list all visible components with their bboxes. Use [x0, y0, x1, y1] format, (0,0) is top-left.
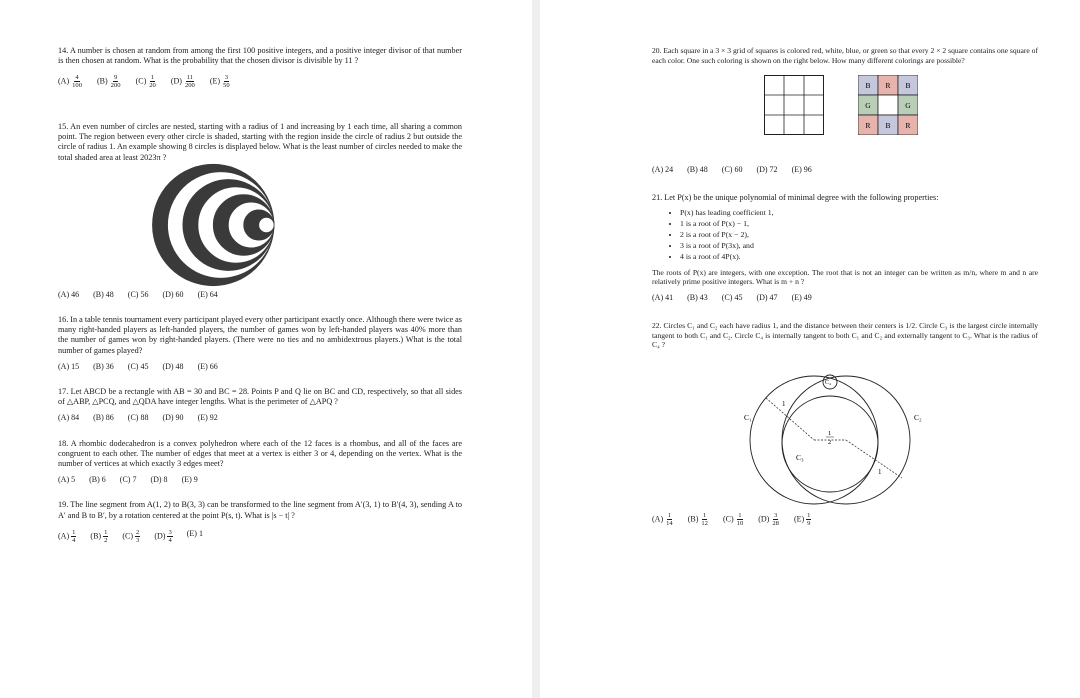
fraction: $\frac{1}{4}$	[72, 528, 76, 544]
choice: (B) 36	[93, 361, 114, 371]
problem-21-properties	[652, 207, 1038, 262]
choice: (E) 92	[197, 413, 218, 423]
fraction: $\frac{2}{3}$	[136, 528, 140, 544]
problem-19-text: 19. The line segment from A(1, 2) to B(3, 3) can be transformed to the line segment from A′(3, 1) to B′(4, 3), sending A to A′ and B to B′, by a rotation centered at the point P(s, t). What is |s − t| ?	[58, 500, 462, 520]
fraction: $\frac{1}{9}$	[807, 511, 811, 527]
choice: (A) 15	[58, 361, 80, 371]
fraction: $\frac{1}{14}$	[666, 511, 673, 527]
choice: (D) 72	[756, 165, 778, 175]
choice: (E) $\frac{1}{9}$	[793, 511, 811, 527]
choice: (A) 46	[58, 289, 80, 299]
grid-cell-letter: R	[905, 121, 911, 131]
choice: (B) 86	[93, 413, 114, 423]
problem-18	[58, 439, 462, 486]
choice: (E) 64	[197, 289, 218, 299]
choice: (E) 49	[791, 292, 812, 302]
problem-19	[58, 500, 462, 543]
problem-14-text: 14. A number is chosen at random from among the first 100 positive integers, and a positive integer divisor of that number is then chosen at random. What is the probability that the chosen divisor is divisible by 11 ?	[58, 46, 462, 66]
problem-16-text: 16. In a table tennis tournament every participant played every other participant exactly once. Although there were twice as many right-handed players as left-handed players, the number of games won by left-handed players was 40% more than the number of games won by right-handed players. (There were no ties and no ambidextrous players.) What is the total number of games played?	[58, 315, 462, 355]
label-c4: C₄	[825, 379, 832, 386]
choice: (E) $\frac{3}{50}$	[209, 74, 230, 90]
fraction: $\frac{1}{10}$	[736, 511, 744, 527]
choice: (B) 6	[89, 475, 106, 485]
grid-cell-letter: B	[905, 81, 911, 91]
choice: (C) 56	[127, 289, 149, 299]
choice: (C) $\frac{2}{3}$	[122, 528, 140, 544]
problem-22	[652, 321, 1038, 527]
label-half-num: 1	[828, 429, 832, 437]
choice: (B) $\frac{1}{2}$	[90, 528, 108, 544]
right-page	[540, 0, 1080, 698]
choice: (B) 43	[687, 292, 708, 302]
choice: (D) 60	[162, 289, 184, 299]
grid-figures	[652, 73, 1038, 151]
choice: (A) 84	[58, 413, 80, 423]
choice: (A) $\frac{4}{100}$	[58, 74, 82, 90]
fraction: $\frac{3}{50}$	[223, 74, 230, 90]
nested-circle-1	[259, 217, 274, 232]
label-half-den: 2	[828, 438, 832, 446]
list-item: • 2 is a root of P(x − 2),	[680, 229, 1038, 240]
problem-20	[652, 46, 1038, 175]
grid-cell-letter: R	[865, 121, 871, 131]
circles-figure	[652, 356, 1038, 506]
problem-16	[58, 315, 462, 372]
fraction: $\frac{3}{4}$	[168, 528, 172, 544]
choice: (E) 1	[186, 528, 203, 538]
choice: (D) $\frac{3}{4}$	[154, 528, 172, 544]
grid-cell-letter: R	[885, 81, 891, 91]
choice: (D) $\frac{11}{200}$	[170, 74, 195, 90]
choice: (C) $\frac{1}{20}$	[135, 74, 156, 90]
radius-line-2	[846, 440, 902, 478]
choice: (C) $\frac{1}{10}$	[722, 511, 744, 527]
problem-22-choices	[652, 512, 1038, 527]
choice: (B) $\frac{1}{12}$	[687, 511, 708, 527]
problem-14-choices	[58, 74, 462, 89]
problem-15-choices	[58, 290, 462, 300]
choice: (B) 48	[93, 289, 114, 299]
choice: (D) 48	[162, 361, 184, 371]
choice: (C) 7	[119, 475, 137, 485]
choice: (A) $\frac{1}{4}$	[58, 528, 76, 544]
left-page	[0, 0, 532, 698]
problem-18-choices	[58, 475, 462, 485]
fraction: $\frac{11}{200}$	[184, 74, 195, 90]
choice: (E) 96	[791, 165, 812, 175]
choice: (D) 8	[150, 475, 168, 485]
problem-21-outro: The roots of P(x) are integers, with one exception. The root that is not an integer can be written as m/n, where m and n are relatively prime positive integers. What is m + n ?	[652, 267, 1038, 287]
problem-20-choices	[652, 165, 1038, 175]
choice: (A) $\frac{1}{14}$	[652, 511, 673, 527]
grid-cell-letter: B	[865, 81, 871, 91]
nested-circles-figure	[58, 163, 462, 288]
problem-21-choices	[652, 293, 1038, 303]
fraction: $\frac{4}{100}$	[72, 74, 82, 90]
choice: (A) 41	[652, 292, 674, 302]
grid-cell	[878, 95, 898, 115]
fraction: $\frac{3}{28}$	[772, 511, 779, 527]
label-c3: C₃	[796, 452, 804, 462]
choice: (D) 47	[756, 292, 778, 302]
choice: (C) 45	[721, 292, 743, 302]
choice: (A) 5	[58, 475, 76, 485]
empty-grid	[764, 75, 824, 135]
fraction: $\frac{1}{2}$	[104, 528, 108, 544]
choice: (D) 90	[162, 413, 184, 423]
choice: (E) 9	[181, 475, 198, 485]
choice: (B) $\frac{9}{200}$	[97, 74, 121, 90]
fraction: $\frac{9}{200}$	[110, 74, 121, 90]
problem-17-text: 17. Let ABCD be a rectangle with AB = 30 and BC = 28. Points P and Q lie on BC and CD, respectively, so that all sides of △ABP, △PCQ, and △QDA have integer lengths. What is the perimeter of △APQ ?	[58, 387, 462, 407]
list-item: • 4 is a root of 4P(x).	[680, 251, 1038, 262]
choice: (B) 48	[687, 165, 708, 175]
list-item: • 3 is a root of P(3x), and	[680, 240, 1038, 251]
fraction: $\frac{1}{20}$	[149, 74, 156, 90]
label-c2: C₂	[914, 412, 922, 422]
list-item: • P(x) has leading coefficient 1,	[680, 207, 1038, 218]
label-radius-1: 1	[782, 399, 786, 408]
problem-16-choices	[58, 362, 462, 372]
choice: (C) 88	[127, 413, 149, 423]
list-item: • 1 is a root of P(x) − 1,	[680, 218, 1038, 229]
problem-15-text: 15. An even number of circles are nested, starting with a radius of 1 and increasing by 1 each time, all sharing a common point. The region between every other circle is shaded, starting with the region inside the circle of radius 2 but outside the circle of radius 1. An example showing 8 circles is displayed below. What is the least number of circles needed to make the total shaded area at least 2023π ?	[58, 122, 462, 162]
choice: (D) $\frac{3}{28}$	[758, 511, 779, 527]
choice: (E) 66	[197, 361, 218, 371]
choice: (A) 24	[652, 165, 674, 175]
grid-cell-letter: B	[885, 121, 891, 131]
grid-cell-letter: G	[865, 101, 871, 111]
colored-grid	[858, 75, 918, 135]
radius-line-1	[766, 398, 814, 440]
choice: (C) 45	[127, 361, 149, 371]
problem-21	[652, 193, 1038, 303]
grid-cell-letter: G	[905, 101, 911, 111]
fraction: $\frac{1}{12}$	[701, 511, 708, 527]
problem-15	[58, 122, 462, 300]
problem-20-text: 20. Each square in a 3 × 3 grid of squares is colored red, white, blue, or green so that every 2 × 2 square contains one square of each color. One such coloring is shown on the right below. How many different colorings are possible?	[652, 46, 1038, 65]
label-c1: C₁	[744, 412, 752, 422]
problem-17	[58, 387, 462, 424]
problem-19-choices	[58, 529, 462, 544]
problem-22-text: 22. Circles C₁ and C₂ each have radius 1, and the distance between their centers is 1/2. Circle C₃ is the largest circle internally tangent to both C₁ and C₂. Circle C₄ is internally tangent to both C₁ and C₂ and externally tangent to C₃. What is the radius of C₄ ?	[652, 320, 1038, 350]
label-radius-2: 1	[878, 467, 882, 476]
choice: (C) 60	[721, 165, 743, 175]
problem-18-text: 18. A rhombic dodecahedron is a convex polyhedron where each of the 12 faces is a rhombus, and all of the faces are congruent to each other. The number of edges that meet at a vertex is either 3 or 4, depending on the vertex. What is the number of vertices at which exactly 3 edges meet?	[58, 438, 462, 469]
problem-21-intro: 21. Let P(x) be the unique polynomial of minimal degree with the following properties:	[652, 193, 939, 203]
problem-17-choices	[58, 413, 462, 423]
